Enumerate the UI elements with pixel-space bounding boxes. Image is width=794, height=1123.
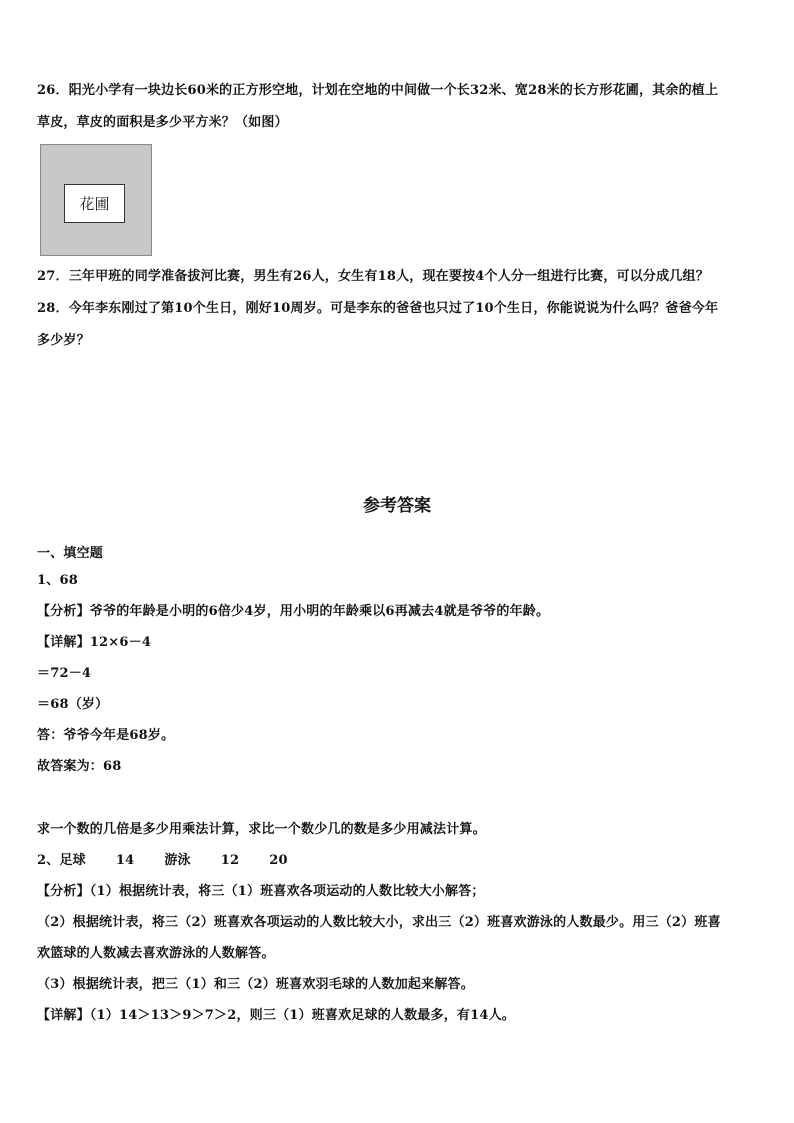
garden-label: 花圃 (79, 195, 110, 213)
answer-1-final: 故答案为：68 (37, 759, 122, 774)
answer-1-number: 1、68 (37, 573, 78, 588)
answer-2-line (37, 853, 288, 869)
answer-2-number: 2、足球 (37, 853, 86, 868)
answer-1-note: 求一个数的几倍是多少用乘法计算，求比一个数少几的数是多少用减法计算。 (37, 822, 486, 837)
answer-2-analysis-1: 【分析】（1）根据统计表，将三（1）班喜欢各项运动的人数比较大小解答； (37, 884, 485, 899)
answer-2-analysis-2: （2）根据统计表，将三（2）班喜欢各项运动的人数比较大小，求出三（2）班喜欢游泳的人数最少。用三（2）班喜 (37, 915, 721, 930)
answer-2-analysis-3: 欢篮球的人数减去喜欢游泳的人数解答。 (37, 946, 275, 961)
question-28-line2: 多少岁？ (37, 333, 90, 348)
answer-1-step2: ＝72－4 (37, 666, 92, 681)
question-27: 27．三年甲班的同学准备拔河比赛，男生有26人，女生有18人，现在要按4个人分一组进行比赛，可以分成几组？ (37, 269, 709, 284)
answer-2-value-1: 14 (115, 853, 135, 868)
answer-2-value-4: 20 (269, 853, 288, 868)
answer-2-analysis-4: （3）根据统计表，把三（1）和三（2）班喜欢羽毛球的人数加起来解答。 (37, 977, 474, 992)
question-28-line1: 28．今年李东刚过了第10个生日，刚好10周岁。可是李东的爸爸也只过了10个生日，你能说说为什么吗？爸爸今年 (37, 301, 719, 316)
answer-1-detail: 【详解】12×6－4 (37, 635, 152, 650)
answer-2-value-2: 游泳 (164, 853, 191, 868)
answer-1-analysis: 【分析】爷爷的年龄是小明的6倍少4岁，用小明的年龄乘以6再减去4就是爷爷的年龄。 (37, 604, 550, 619)
question-26-line1: 26．阳光小学有一块边长60米的正方形空地，计划在空地的中间做一个长32米、宽28米的长方形花圃，其余的植上 (37, 83, 719, 98)
answer-2-value-3: 12 (220, 853, 240, 868)
garden-rectangle (64, 184, 125, 223)
answer-2-detail: 【详解】（1）14＞13＞9＞7＞2，则三（1）班喜欢足球的人数最多，有14人。 (37, 1008, 515, 1023)
answers-title: 参考答案 (363, 496, 431, 516)
question-26-line2: 草皮，草皮的面积是多少平方米？（如图） (37, 115, 288, 130)
answer-1-step3: ＝68（岁） (37, 697, 109, 712)
answer-1-statement: 答：爷爷今年是68岁。 (37, 728, 175, 743)
section-fill-blank: 一、填空题 (37, 546, 104, 561)
square-plot-figure (40, 144, 152, 256)
